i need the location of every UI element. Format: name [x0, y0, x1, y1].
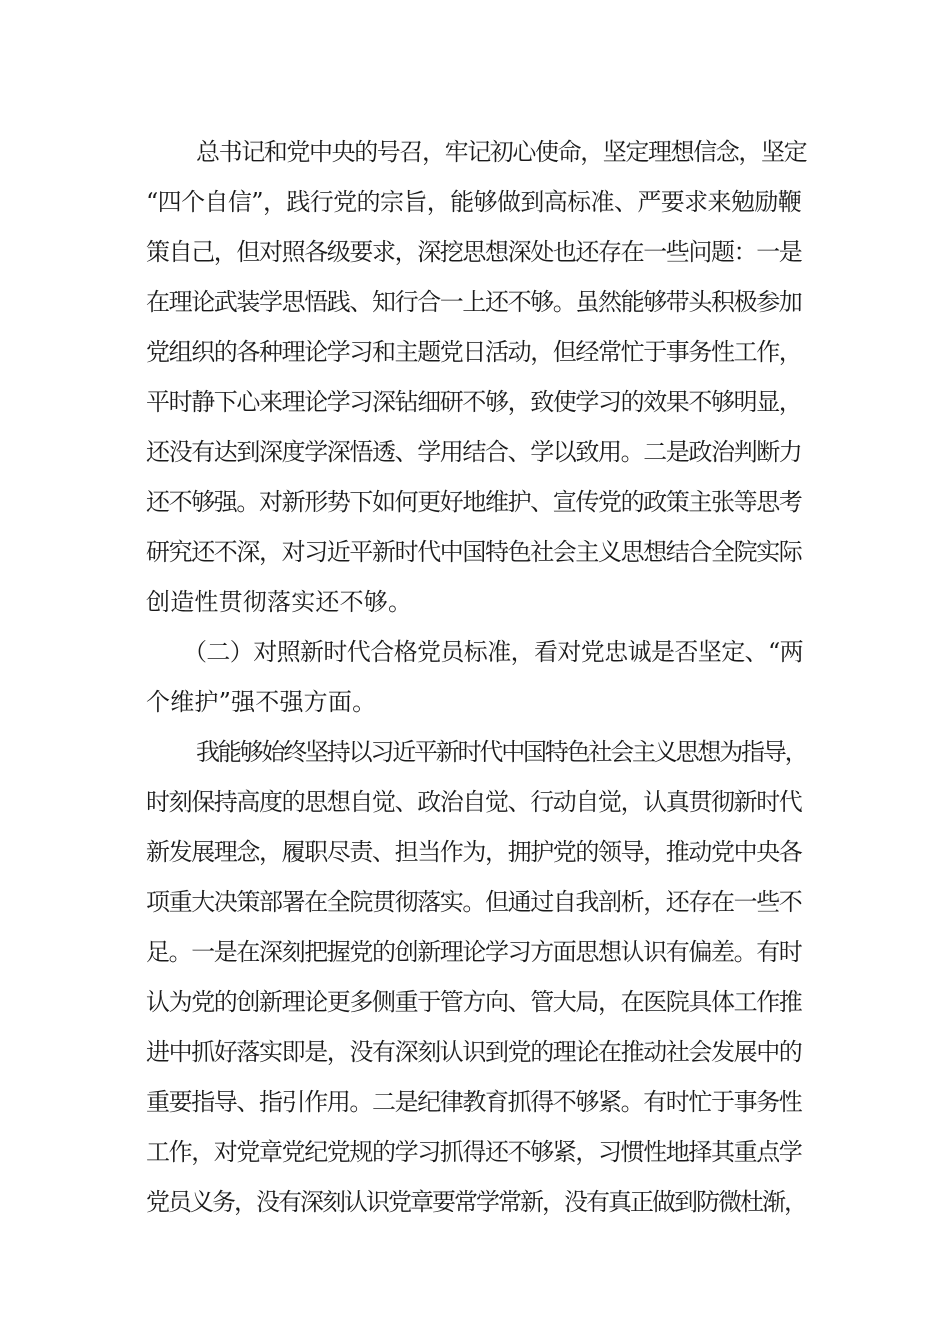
body-text-line: 还没有达到深度学深悟透、学用结合、学以致用。二是政治判断力 [146, 438, 802, 466]
body-text-line: 在理论武装学思悟践、知行合一上还不够。虽然能够带头积极参加 [146, 288, 802, 316]
body-text-line: 党员义务，没有深刻认识党章要常学常新，没有真正做到防微杜渐， [146, 1188, 806, 1216]
body-text-line: 平时静下心来理论学习深钻细研不够，致使学习的效果不够明显， [146, 388, 802, 416]
body-text-line: 时刻保持高度的思想自觉、政治自觉、行动自觉，认真贯彻新时代 [146, 788, 802, 816]
body-text-line: 还不够强。对新形势下如何更好地维护、宣传党的政策主张等思考 [146, 488, 802, 516]
body-text-line: 认为党的创新理论更多侧重于管方向、管大局，在医院具体工作推 [146, 988, 802, 1016]
body-text-line: 新发展理念，履职尽责、担当作为，拥护党的领导，推动党中央各 [146, 838, 802, 866]
body-text-line: 足。一是在深刻把握党的创新理论学习方面思想认识有偏差。有时 [146, 938, 802, 966]
body-text-line: 策自己，但对照各级要求，深挖思想深处也还存在一些问题：一是 [146, 238, 802, 266]
section-heading-line: 个维护”强不强方面。 [146, 688, 377, 716]
body-text-line: 项重大决策部署在全院贯彻落实。但通过自我剖析，还存在一些不 [146, 888, 802, 916]
body-text-line: 党组织的各种理论学习和主题党日活动，但经常忙于事务性工作， [146, 338, 802, 366]
body-text-line: 进中抓好落实即是，没有深刻认识到党的理论在推动社会发展中的 [146, 1038, 802, 1066]
body-text-line: 总书记和党中央的号召，牢记初心使命，坚定理想信念，坚定 [196, 138, 807, 166]
body-text-line: 研究还不深，对习近平新时代中国特色社会主义思想结合全院实际 [146, 538, 802, 566]
body-text-line: “四个自信”，践行党的宗旨，能够做到高标准、严要求来勉励鞭 [146, 188, 802, 216]
body-text-line: 重要指导、指引作用。二是纪律教育抓得不够紧。有时忙于事务性 [146, 1088, 802, 1116]
body-text-line: 工作，对党章党纪党规的学习抓得还不够紧，习惯性地择其重点学 [146, 1138, 802, 1166]
section-heading-line: （二）对照新时代合格党员标准，看对党忠诚是否坚定、“两 [183, 638, 804, 666]
body-text-line: 我能够始终坚持以习近平新时代中国特色社会主义思想为指导， [196, 738, 807, 766]
body-text-line: 创造性贯彻落实还不够。 [146, 588, 413, 616]
